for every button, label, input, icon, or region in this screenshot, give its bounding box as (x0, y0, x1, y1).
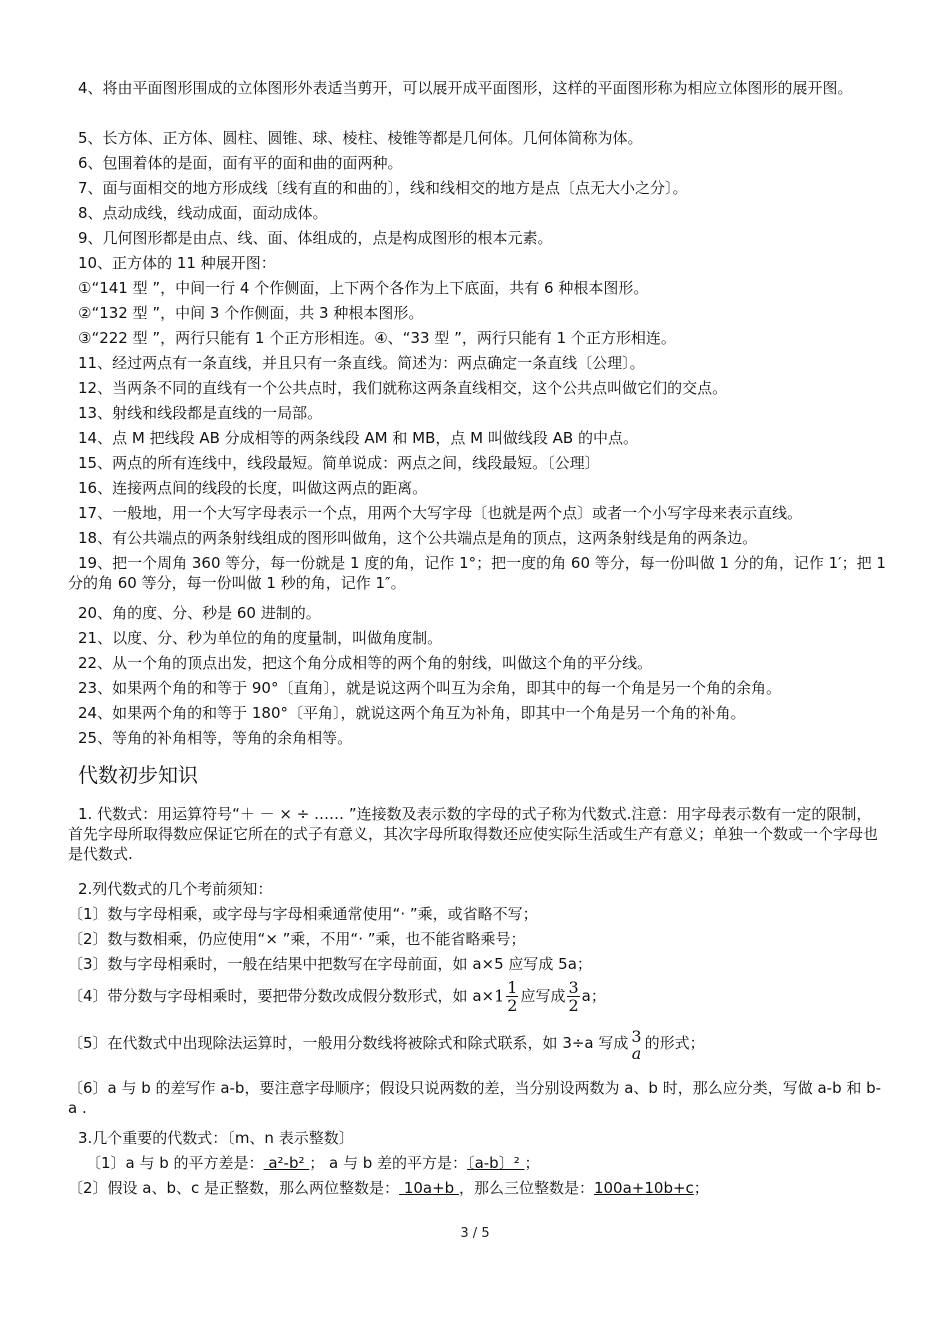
algebra-note-4-text: 〔4〕带分数与字母相乘时，要把带分数改成假分数形式，如 a× (68, 987, 495, 1005)
algebra-note-4-post: a； (581, 987, 606, 1005)
algebra-important-1 (86, 1153, 540, 1173)
fraction-denominator: a (631, 1044, 642, 1063)
geometry-item-14: 14、点 M 把线段 AB 分成相等的两条线段 AM 和 MB，点 M 叫做线段 AB 的中点。 (78, 429, 638, 447)
geometry-item-22: 22、从一个角的顶点出发，把这个角分成相等的两个角的射线，叫做这个角的平分线。 (78, 654, 653, 672)
algebra-important-title: 3.几个重要的代数式：〔m、n 表示整数〕 (78, 1129, 354, 1147)
algebra-notes-title: 2.列代数式的几个考前须知： (78, 880, 273, 898)
important-2-mid: ，那么三位整数是： (458, 1179, 594, 1197)
answer-two-digit-number: 10a+b (399, 1179, 459, 1197)
fraction-one-half (506, 979, 518, 1014)
algebra-note-2: 〔2〕数与数相乘，仍应使用“× ”乘，不用“· ”乘，也不能省略乘号； (68, 930, 526, 948)
algebra-definition: 1. 代数式：用运算符号“＋ － × ÷ …… ”连接数及表示数的字母的式子称为代数式.注意：用字母表示数有一定的限制，首先字母所取得数应保证它所在的式子有意义，其次字母所取得数还应使实际生活或生产有意义；单独一个数或一个字母也是代数式. (68, 805, 879, 863)
geometry-item-10-b: ②“132 型 ”，中间 3 个作侧面，共 3 种根本图形。 (78, 304, 424, 322)
important-1-post: ； (524, 1154, 540, 1172)
geometry-item-17: 17、一般地，用一个大写字母表示一个点，用两个大写字母〔也就是两个点〕或者一个小写字母来表示直线。 (78, 504, 803, 522)
geometry-item-8: 8、点动成线，线动成面，面动成体。 (78, 204, 328, 222)
geometry-item-24: 24、如果两个角的和等于 180°〔平角〕，就说这两个角互为补角，即其中一个角是另一个角的补角。 (78, 704, 746, 722)
important-1-mid: ； a 与 b 差的平方是： (309, 1154, 468, 1172)
algebra-note-5 (68, 1024, 705, 1062)
geometry-item-18: 18、有公共端点的两条射线组成的图形叫做角，这个公共端点是角的顶点，这两条射线是角的两条边。 (78, 529, 758, 547)
geometry-item-13: 13、射线和线段都是直线的一局部。 (78, 404, 323, 422)
geometry-item-12: 12、当两条不同的直线有一个公共点时，我们就称这两条直线相交，这个公共点叫做它们的交点。 (78, 379, 728, 397)
fraction-numerator: 3 (631, 1027, 642, 1046)
algebra-note-5-text: 〔5〕在代数式中出现除法运算时，一般用分数线将被除式和除式联系，如 3÷a 写成 (68, 1034, 629, 1052)
answer-three-digit-number: 100a+10b+c (593, 1179, 694, 1197)
algebra-note-6: 〔6〕a 与 b 的差写作 a-b，要注意字母顺序；假设只说两数的差，当分别设两数为 a、b 时，那么应分类，写做 a-b 和 b-a . (68, 1079, 882, 1117)
important-1-text: 〔1〕a 与 b 的平方差是： (86, 1154, 264, 1172)
geometry-item-15: 15、两点的所有连线中，线段最短。简单说成：两点之间，线段最短。〔公理〕 (78, 454, 600, 472)
geometry-item-5: 5、长方体、正方体、圆柱、圆锥、球、棱柱、棱锥等都是几何体。几何体简称为体。 (78, 129, 643, 147)
algebra-note-1: 〔1〕数与字母相乘，或字母与字母相乘通常使用“· ”乘，或省略不写； (68, 905, 538, 923)
geometry-item-10-a: ①“141 型 ”，中间一行 4 个作侧面，上下两个各作为上下底面，共有 6 种根本图形。 (78, 279, 649, 297)
fraction-three-halves (567, 979, 579, 1014)
geometry-item-16: 16、连接两点间的线段的长度，叫做这两点的距离。 (78, 479, 428, 497)
geometry-item-9: 9、几何图形都是由点、线、面、体组成的，点是构成图形的根本元素。 (78, 229, 553, 247)
geometry-item-21: 21、以度、分、秒为单位的角的度量制，叫做角度制。 (78, 629, 443, 647)
algebra-note-5-post: 的形式； (644, 1034, 705, 1052)
geometry-item-23: 23、如果两个角的和等于 90°〔直角〕，就是说这两个叫互为余角，即其中的每一个角是另一个角的余角。 (78, 679, 781, 697)
fraction-numerator: 3 (568, 978, 579, 997)
algebra-note-4-mid: 应写成 (520, 987, 566, 1005)
geometry-item-25: 25、等角的补角相等，等角的余角相等。 (78, 729, 353, 747)
fraction-denominator: 2 (568, 996, 579, 1015)
geometry-item-20: 20、角的度、分、秒是 60 进制的。 (78, 604, 321, 622)
answer-difference-of-squares: a²-b² (263, 1154, 310, 1172)
important-2-post: ； (693, 1179, 709, 1197)
algebra-note-3: 〔3〕数与字母相乘时，一般在结果中把数写在字母前面，如 a×5 应写成 5a； (68, 955, 592, 973)
section-heading-algebra: 代数初步知识 (78, 763, 198, 787)
geometry-item-7: 7、面与面相交的地方形成线〔线有直的和曲的〕，线和线相交的地方是点〔点无大小之分〕。 (78, 179, 688, 197)
geometry-item-11: 11、经过两点有一条直线，并且只有一条直线。简述为：两点确定一条直线〔公理〕。 (78, 354, 645, 372)
algebra-note-4 (68, 978, 606, 1015)
algebra-important-2 (68, 1178, 709, 1198)
fraction-three-over-a (630, 1028, 642, 1062)
geometry-item-6: 6、包围着体的是面，面有平的面和曲的面两种。 (78, 154, 403, 172)
important-2-text: 〔2〕假设 a、b、c 是正整数，那么两位整数是： (68, 1179, 400, 1197)
fraction-numerator: 1 (507, 978, 518, 997)
geometry-item-10-c: ③“222 型 ”，两行只能有 1 个正方形相连。④、“33 型 ”，两行只能有 1 个正方形相连。 (78, 329, 676, 347)
answer-square-of-difference: 〔a-b〕² (467, 1154, 525, 1172)
mixed-number-whole: 1 (494, 986, 505, 1006)
fraction-denominator: 2 (507, 996, 518, 1015)
page-number: 3 / 5 (460, 1226, 490, 1241)
geometry-item-10: 10、正方体的 11 种展开图： (78, 254, 276, 272)
geometry-item-19: 19、把一个周角 360 等分，每一份就是 1 度的角，记作 1°；把一度的角 60 等分，每一份叫做 1 分的角，记作 1′；把 1 分的角 60 等分，每一份叫做 1 秒的角，记作 1″。 (68, 554, 886, 592)
geometry-item-4: 4、将由平面图形围成的立体图形外表适当剪开，可以展开成平面图形，这样的平面图形称为相应立体图形的展开图。 (78, 79, 853, 97)
